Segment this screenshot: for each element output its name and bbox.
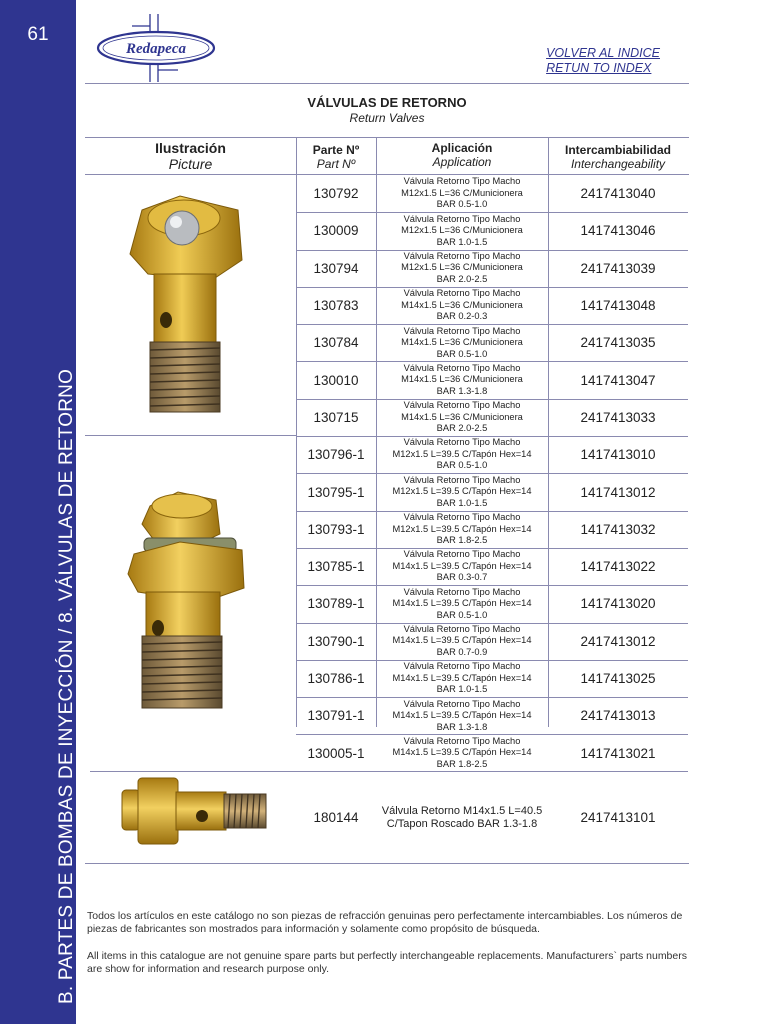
- table-row: [296, 772, 688, 863]
- application-line: Válvula Retorno Tipo Macho: [403, 362, 521, 373]
- application-line: M14x1.5 L=39.5 C/Tapón Hex=14: [392, 747, 532, 758]
- application: [376, 585, 548, 622]
- application-line: BAR 2.0-2.5: [436, 423, 488, 434]
- header-rule: [85, 83, 689, 84]
- logo-text: Redapeca: [126, 41, 186, 57]
- application-line: Válvula Retorno M14x1.5 L=40.5: [381, 804, 543, 817]
- application-line: M12x1.5 L=39.5 C/Tapón Hex=14: [392, 523, 532, 534]
- application-line: BAR 1.3-1.8: [436, 385, 488, 396]
- table-row: [296, 697, 688, 735]
- company-logo: [92, 14, 220, 82]
- application-line: M12x1.5 L=36 C/Municionera: [401, 225, 523, 236]
- application: [376, 548, 548, 585]
- section-side-title: B. PARTES DE BOMBAS DE INYECCIÓN / 8. VÁLVULAS DE RETORNO: [56, 368, 77, 1004]
- part-number: 180144: [313, 810, 359, 825]
- table-top-rule: [85, 137, 689, 138]
- application-line: BAR 0.2-0.3: [436, 311, 488, 322]
- table-row: [296, 660, 688, 698]
- part-number: 130789-1: [307, 596, 365, 612]
- part-number: 130791-1: [307, 708, 365, 724]
- table-row: [296, 548, 688, 586]
- index-links: [546, 46, 660, 76]
- column-header-picture: Ilustración Picture: [155, 140, 226, 172]
- application-line: M14x1.5 L=36 C/Municionera: [401, 411, 523, 422]
- application-line: Válvula Retorno Tipo Macho: [403, 176, 521, 187]
- part-number: 130792: [313, 186, 359, 202]
- application-line: BAR 0.5-1.0: [436, 609, 488, 620]
- interchange-number: 1417413048: [580, 298, 656, 314]
- application-line: M14x1.5 L=36 C/Municionera: [401, 337, 523, 348]
- application-line: Válvula Retorno Tipo Macho: [403, 661, 521, 672]
- application-line: M12x1.5 L=39.5 C/Tapón Hex=14: [392, 486, 532, 497]
- application-line: Válvula Retorno Tipo Macho: [403, 437, 521, 448]
- application-line: Válvula Retorno Tipo Macho: [403, 400, 521, 411]
- interchange-number: 1417413046: [580, 223, 656, 239]
- application-line: BAR 1.0-1.5: [436, 684, 488, 695]
- table-row: [296, 585, 688, 623]
- table-row: [296, 175, 688, 213]
- application: [376, 511, 548, 548]
- application: [376, 250, 548, 287]
- application: [376, 212, 548, 249]
- application-line: BAR 2.0-2.5: [436, 273, 488, 284]
- interchange-number: 2417413035: [580, 335, 656, 351]
- application-line: M14x1.5 L=39.5 C/Tapón Hex=14: [392, 672, 532, 683]
- column-header-interchange: Intercambiabilidad Interchangeability: [564, 143, 672, 171]
- table-row: [296, 623, 688, 661]
- table-row: [296, 399, 688, 437]
- interchange-number: 1417413025: [580, 671, 656, 687]
- table-row: [296, 324, 688, 362]
- application-line: BAR 1.3-1.8: [436, 721, 488, 732]
- interchange-number: 1417413010: [580, 447, 656, 463]
- application-line: BAR 1.0-1.5: [436, 497, 488, 508]
- return-valve-plug-illustration: [120, 488, 260, 718]
- table-row: [296, 511, 688, 549]
- table-row: [296, 250, 688, 288]
- application-line: BAR 0.7-0.9: [436, 646, 488, 657]
- interchange-number: 2417413033: [580, 409, 656, 425]
- interchange-number: 2417413012: [580, 633, 656, 649]
- application: [376, 697, 548, 734]
- interchange-number: 1417413047: [580, 372, 656, 388]
- column-header-application: Aplicación Application: [431, 141, 493, 169]
- part-number: 130794: [313, 260, 359, 276]
- application-line: BAR 0.3-0.7: [436, 572, 488, 583]
- interchange-number: 2417413013: [580, 708, 656, 724]
- application: [376, 287, 548, 324]
- application-line: M12x1.5 L=39.5 C/Tapón Hex=14: [392, 448, 532, 459]
- table-row: [296, 362, 688, 400]
- application-line: M14x1.5 L=39.5 C/Tapón Hex=14: [392, 635, 532, 646]
- application-line: Válvula Retorno Tipo Macho: [403, 213, 521, 224]
- interchange-number: 1417413020: [580, 596, 656, 612]
- part-number: 130784: [313, 335, 359, 351]
- application-line: Válvula Retorno Tipo Macho: [403, 586, 521, 597]
- table-row: [296, 473, 688, 511]
- application-line: BAR 0.5-1.0: [436, 348, 488, 359]
- application-line: BAR 1.8-2.5: [436, 535, 488, 546]
- group-rule: [85, 435, 296, 436]
- application-line: Válvula Retorno Tipo Macho: [403, 623, 521, 634]
- application-line: M14x1.5 L=36 C/Municionera: [401, 374, 523, 385]
- application-line: M14x1.5 L=36 C/Municionera: [401, 299, 523, 310]
- disclaimer-es: Todos los artículos en este catálogo no son piezas de refracción genuinas pero perfectamente intercambiables. Los números de piezas de fabricantes son mostrados para información y solamente como propósito de búsqueda.: [87, 910, 683, 935]
- application-line: Válvula Retorno Tipo Macho: [403, 288, 521, 299]
- table-row: [296, 436, 688, 474]
- part-number: 130010: [313, 372, 359, 388]
- application-line: BAR 0.5-1.0: [436, 199, 488, 210]
- interchange-number: 2417413039: [580, 260, 656, 276]
- part-number: 130785-1: [307, 559, 365, 575]
- application-line: Válvula Retorno Tipo Macho: [403, 512, 521, 523]
- section-title: VÁLVULAS DE RETORNO: [307, 95, 467, 110]
- section-subtitle: Return Valves: [349, 111, 425, 125]
- application: [376, 623, 548, 660]
- application-line: Válvula Retorno Tipo Macho: [403, 549, 521, 560]
- part-number: 130796-1: [307, 447, 365, 463]
- application: [376, 772, 548, 863]
- column-header-part: Parte Nº Part Nº: [312, 143, 360, 171]
- disclaimer-en: All items in this catalogue are not genuine spare parts but perfectly interchangeable replacements. Manufacturers` parts numbers are show for information and research purpose only.: [87, 950, 687, 975]
- application-line: M12x1.5 L=36 C/Municionera: [401, 262, 523, 273]
- table-row: [296, 212, 688, 250]
- page-number: 61: [27, 24, 49, 45]
- interchange-number: 1417413032: [580, 521, 656, 537]
- interchange-number: 1417413022: [580, 559, 656, 575]
- application-line: M14x1.5 L=39.5 C/Tapón Hex=14: [392, 710, 532, 721]
- application: [376, 175, 548, 212]
- application-line: M14x1.5 L=39.5 C/Tapón Hex=14: [392, 560, 532, 571]
- part-number: 130005-1: [307, 745, 365, 761]
- table-row: [296, 287, 688, 325]
- application: [376, 473, 548, 510]
- part-number: 130793-1: [307, 521, 365, 537]
- application: [376, 399, 548, 436]
- back-to-index-link-en[interactable]: RETUN TO INDEX: [546, 61, 652, 75]
- application: [376, 735, 548, 772]
- part-number: 130783: [313, 298, 359, 314]
- application-line: C/Tapon Roscado BAR 1.3-1.8: [386, 817, 538, 830]
- application-line: BAR 1.0-1.5: [436, 236, 488, 247]
- application-line: Válvula Retorno Tipo Macho: [403, 474, 521, 485]
- interchange-number: 2417413040: [580, 186, 656, 202]
- table-bottom-rule: [85, 863, 689, 864]
- application: [376, 324, 548, 361]
- application-line: Válvula Retorno Tipo Macho: [403, 735, 521, 746]
- table-row: [296, 735, 688, 772]
- back-to-index-link-es[interactable]: VOLVER AL INDICE: [546, 46, 660, 60]
- interchange-number: 1417413021: [580, 745, 656, 761]
- part-number: 130786-1: [307, 671, 365, 687]
- application-line: Válvula Retorno Tipo Macho: [403, 250, 521, 261]
- return-valve-ball-illustration: [120, 190, 260, 430]
- application: [376, 660, 548, 697]
- application-line: Válvula Retorno Tipo Macho: [403, 325, 521, 336]
- application-line: M14x1.5 L=39.5 C/Tapón Hex=14: [392, 598, 532, 609]
- return-valve-threaded-plug-illustration: [118, 776, 270, 846]
- application: [376, 362, 548, 399]
- interchange-number: 1417413012: [580, 484, 656, 500]
- part-number: 130715: [313, 409, 359, 425]
- part-number: 130009: [313, 223, 359, 239]
- interchange-number: 2417413101: [580, 810, 656, 825]
- application-line: Válvula Retorno Tipo Macho: [403, 698, 521, 709]
- application: [376, 436, 548, 473]
- part-number: 130795-1: [307, 484, 365, 500]
- application-line: BAR 1.8-2.5: [436, 758, 488, 769]
- application-line: BAR 0.5-1.0: [436, 460, 488, 471]
- part-number: 130790-1: [307, 633, 365, 649]
- application-line: M12x1.5 L=36 C/Municionera: [401, 187, 523, 198]
